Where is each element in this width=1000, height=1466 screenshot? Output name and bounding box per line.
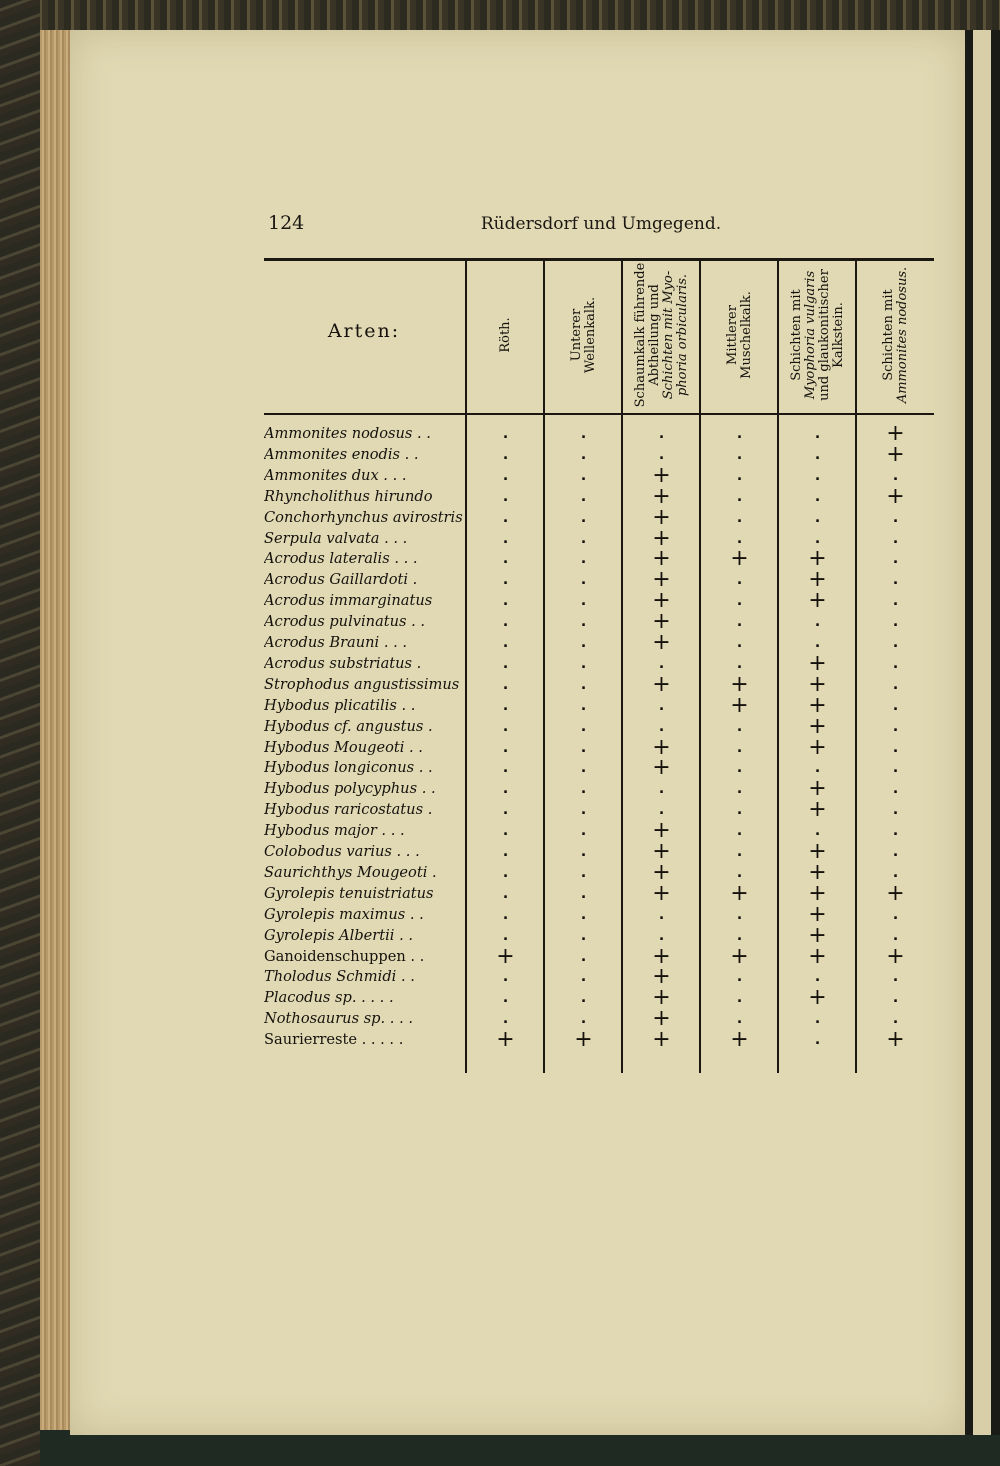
species-table [264,258,934,1076]
absent-mark: . [502,488,509,505]
present-mark: + [652,483,671,509]
species-name: Strophodus angustissimus [264,675,460,693]
absent-mark: . [658,655,665,672]
table-row [264,901,934,927]
present-mark: + [730,943,749,969]
table-row [264,692,934,718]
table-row [264,880,934,906]
absent-mark: . [892,969,899,986]
table-header-rule [264,413,934,415]
present-mark: + [808,839,827,864]
absent-mark: . [736,802,743,819]
absent-mark: . [892,467,899,484]
species-column-header: Arten: [327,320,401,342]
present-mark: + [652,734,671,760]
column-header-line: und glaukonitischer [816,269,832,401]
absent-mark: . [580,676,587,693]
column-header-6 [882,260,910,410]
absent-mark: . [580,446,587,463]
absent-mark: . [502,927,509,944]
absent-mark: . [814,635,821,651]
species-name: Conchorhynchus avirostris [264,508,463,526]
species-name: Hybodus cf. angustus . [264,717,433,735]
absent-mark: . [892,844,899,860]
present-mark: + [652,671,671,697]
present-mark: + [730,671,749,697]
absent-mark: . [736,635,743,651]
present-mark: + [808,546,827,572]
absent-mark: . [580,969,587,986]
absent-mark: . [580,739,587,756]
absent-mark: . [580,509,587,526]
species-name: Acrodus Brauni . . . [264,634,408,651]
absent-mark: . [892,530,899,547]
absent-mark: . [736,969,743,986]
absent-mark: . [502,614,509,631]
present-mark: + [652,588,671,614]
absent-mark: . [892,697,899,714]
absent-mark: . [502,990,509,1007]
absent-mark: . [502,530,509,547]
absent-mark: . [502,739,509,756]
absent-mark: . [502,655,509,672]
absent-mark: . [580,593,587,610]
table-row [264,985,934,1011]
page-header [268,212,934,242]
absent-mark: . [814,530,821,547]
absent-mark: . [892,572,899,589]
column-header-line: Schichten mit Myo- [660,270,676,400]
absent-mark: . [736,823,743,840]
absent-mark: . [658,697,665,714]
table-row [264,964,934,990]
absent-mark: . [892,551,899,568]
absent-mark: . [580,572,587,589]
table-row [264,441,934,467]
present-mark: + [652,630,671,655]
absent-mark: . [892,927,899,944]
present-mark: + [652,755,671,781]
species-name: Ammonites nodosus . . [264,425,431,442]
present-mark: + [652,609,671,635]
absent-mark: . [580,864,587,881]
column-header-line: Ammonites nodosus. [894,266,910,404]
present-mark: + [730,692,749,718]
species-name: Gyrolepis Albertii . . [264,926,414,944]
present-mark: + [574,1027,593,1053]
absent-mark: . [502,844,509,860]
table-row [264,421,934,446]
absent-mark: . [892,718,899,735]
absent-mark: . [502,635,509,651]
species-name: Saurierreste . . . . . [264,1031,404,1049]
table-row [264,483,934,509]
absent-mark: . [502,697,509,714]
absent-mark: . [736,864,743,881]
absent-mark: . [580,1011,587,1028]
book-cover-spine [0,0,40,1466]
absent-mark: . [736,781,743,798]
species-name: Hybodus Mougeoti . . [264,738,423,756]
page-number: 124 [268,212,305,234]
present-mark: + [886,1027,905,1053]
absent-mark: . [814,509,821,526]
present-mark: + [886,441,905,467]
present-mark: + [808,692,827,718]
absent-mark: . [658,426,665,442]
absent-mark: . [736,990,743,1007]
table-row [264,504,934,530]
present-mark: + [652,943,671,969]
absent-mark: . [736,614,743,631]
column-header-2 [570,260,598,410]
absent-mark: . [658,446,665,463]
present-mark: + [652,880,671,906]
absent-mark: . [892,593,899,610]
absent-mark: . [814,1032,821,1049]
table-row [264,1027,934,1053]
species-name: Ganoidenschuppen . . [264,947,425,965]
present-mark: + [730,880,749,906]
column-header-5 [790,260,846,410]
column-header-line: Myophoria vulgaris [802,270,818,400]
absent-mark: . [580,697,587,714]
absent-mark: . [658,802,665,819]
present-mark: + [652,985,671,1011]
present-mark: + [652,567,671,593]
absent-mark: . [502,426,509,442]
absent-mark: . [892,864,899,881]
species-name: Hybodus raricostatus . [264,801,433,819]
column-header-line: phoria orbicularis. [674,273,690,397]
absent-mark: . [580,760,587,777]
absent-mark: . [736,655,743,672]
absent-mark: . [502,467,509,484]
column-header-line: Kalkstein. [830,302,846,368]
absent-mark: . [580,635,587,651]
table-row [264,609,934,635]
absent-mark: . [892,676,899,693]
species-name: Nothosaurus sp. . . . [264,1010,414,1028]
absent-mark: . [736,509,743,526]
species-name: Acrodus immarginatus [264,592,433,610]
absent-mark: . [814,969,821,986]
present-mark: + [886,421,905,446]
table-row [264,671,934,697]
present-mark: + [652,1006,671,1032]
column-header-line: Mittlerer [724,305,740,365]
species-name: Colobodus varius . . . [264,843,420,860]
running-title: Rüdersdorf und Umgegend. [480,214,722,234]
present-mark: + [808,880,827,906]
present-mark: + [496,943,515,969]
absent-mark: . [892,635,899,651]
present-mark: + [652,1027,671,1053]
absent-mark: . [502,864,509,881]
present-mark: + [652,525,671,551]
absent-mark: . [580,614,587,631]
species-name: Acrodus Gaillardoti . [264,571,418,589]
absent-mark: . [502,1011,509,1028]
absent-mark: . [892,802,899,819]
absent-mark: . [502,551,509,568]
absent-mark: . [658,927,665,944]
absent-mark: . [892,760,899,777]
column-header-line: Wellenkalk. [582,296,598,374]
table-row [264,797,934,823]
present-mark: + [808,650,827,676]
species-name: Acrodus substriatus . [264,654,422,672]
absent-mark: . [736,572,743,589]
column-header-1 [499,260,513,410]
absent-mark: . [502,572,509,589]
present-mark: + [652,859,671,885]
absent-mark: . [892,655,899,672]
absent-mark: . [892,823,899,840]
present-mark: + [886,943,905,969]
present-mark: + [652,504,671,530]
species-name: Placodus sp. . . . . [264,989,394,1007]
absent-mark: . [502,760,509,777]
present-mark: + [808,943,827,969]
absent-mark: . [580,718,587,735]
table-row [264,859,934,885]
present-mark: + [808,776,827,802]
absent-mark: . [580,844,587,860]
absent-mark: . [502,781,509,798]
table-row [264,525,934,551]
absent-mark: . [736,1011,743,1028]
table-row [264,713,934,739]
present-mark: + [652,818,671,844]
table-row [264,462,934,488]
species-name: Hybodus polycyphus . . [264,780,436,798]
table-row [264,650,934,676]
present-mark: + [652,462,671,488]
absent-mark: . [502,593,509,610]
absent-mark: . [580,426,587,442]
species-name: Serpula valvata . . . [264,529,408,547]
absent-mark: . [580,948,587,965]
column-header-4 [726,260,754,410]
absent-mark: . [502,802,509,819]
absent-mark: . [502,446,509,463]
present-mark: + [730,1027,749,1053]
absent-mark: . [580,551,587,568]
absent-mark: . [892,509,899,526]
present-mark: + [808,859,827,885]
column-header-line: Schichten mit [880,289,896,381]
present-mark: + [808,588,827,614]
column-header-line: Abtheilung und [646,284,662,386]
species-name: Acrodus pulvinatus . . [264,613,426,631]
table-row [264,588,934,614]
table-row [264,839,934,864]
absent-mark: . [580,781,587,798]
absent-mark: . [814,467,821,484]
absent-mark: . [814,446,821,463]
absent-mark: . [736,906,743,923]
species-name: Gyrolepis tenuistriatus [264,884,434,902]
table-row [264,776,934,802]
present-mark: + [808,567,827,593]
absent-mark: . [814,614,821,631]
absent-mark: . [502,823,509,840]
present-mark: + [808,713,827,739]
column-header-3 [634,260,690,410]
present-mark: + [652,839,671,864]
present-mark: + [886,483,905,509]
column-header-line: Muschelkalk. [738,291,754,379]
table-row [264,546,934,572]
absent-mark: . [736,530,743,547]
table-row [264,818,934,844]
absent-mark: . [658,906,665,923]
species-name: Tholodus Schmidi . . [264,968,415,986]
page-edges [40,30,70,1430]
present-mark: + [808,922,827,948]
absent-mark: . [580,906,587,923]
adjacent-page-strip [965,30,1000,1435]
present-mark: + [730,546,749,572]
table-row [264,734,934,760]
absent-mark: . [580,467,587,484]
absent-mark: . [736,844,743,860]
species-name: Hybodus longiconus . . [264,759,433,777]
absent-mark: . [502,885,509,902]
absent-mark: . [502,676,509,693]
present-mark: + [652,546,671,572]
absent-mark: . [892,781,899,798]
absent-mark: . [892,906,899,923]
species-name: Gyrolepis maximus . . [264,905,424,923]
present-mark: + [808,797,827,823]
absent-mark: . [580,990,587,1007]
present-mark: + [652,964,671,990]
species-name: Ammonites enodis . . [264,445,419,463]
species-name: Saurichthys Mougeoti . [264,863,437,881]
species-name: Rhyncholithus hirundo [264,487,433,505]
species-name: Acrodus lateralis . . . [264,550,418,568]
table-row [264,630,934,655]
absent-mark: . [892,990,899,1007]
species-name: Ammonites dux . . . [264,466,407,484]
absent-mark: . [580,802,587,819]
column-header-line: Schaumkalk führende [632,262,648,408]
absent-mark: . [814,1011,821,1028]
absent-mark: . [736,927,743,944]
present-mark: + [496,1027,515,1053]
absent-mark: . [502,969,509,986]
table-row [264,755,934,781]
absent-mark: . [736,739,743,756]
absent-mark: . [814,760,821,777]
absent-mark: . [580,885,587,902]
present-mark: + [808,671,827,697]
absent-mark: . [502,509,509,526]
absent-mark: . [580,927,587,944]
absent-mark: . [892,1011,899,1028]
absent-mark: . [814,426,821,442]
table-row [264,1006,934,1032]
column-header-line: Unterer [568,308,584,362]
absent-mark: . [502,906,509,923]
table-row [264,922,934,948]
absent-mark: . [814,823,821,840]
absent-mark: . [658,718,665,735]
absent-mark: . [892,739,899,756]
absent-mark: . [736,446,743,463]
present-mark: + [808,734,827,760]
absent-mark: . [580,530,587,547]
species-name: Hybodus plicatilis . . [264,696,416,714]
column-header-line: Röth. [497,317,513,353]
absent-mark: . [580,488,587,505]
absent-mark: . [580,823,587,840]
absent-mark: . [580,655,587,672]
absent-mark: . [736,718,743,735]
absent-mark: . [814,488,821,505]
absent-mark: . [892,614,899,631]
absent-mark: . [502,718,509,735]
column-header-line: Schichten mit [788,289,804,381]
present-mark: + [808,985,827,1011]
absent-mark: . [736,467,743,484]
table-row [264,943,934,969]
present-mark: + [886,880,905,906]
species-name: Hybodus major . . . [264,822,405,840]
absent-mark: . [736,593,743,610]
present-mark: + [808,901,827,927]
table-row [264,567,934,593]
absent-mark: . [736,488,743,505]
absent-mark: . [658,781,665,798]
absent-mark: . [736,426,743,442]
absent-mark: . [736,760,743,777]
